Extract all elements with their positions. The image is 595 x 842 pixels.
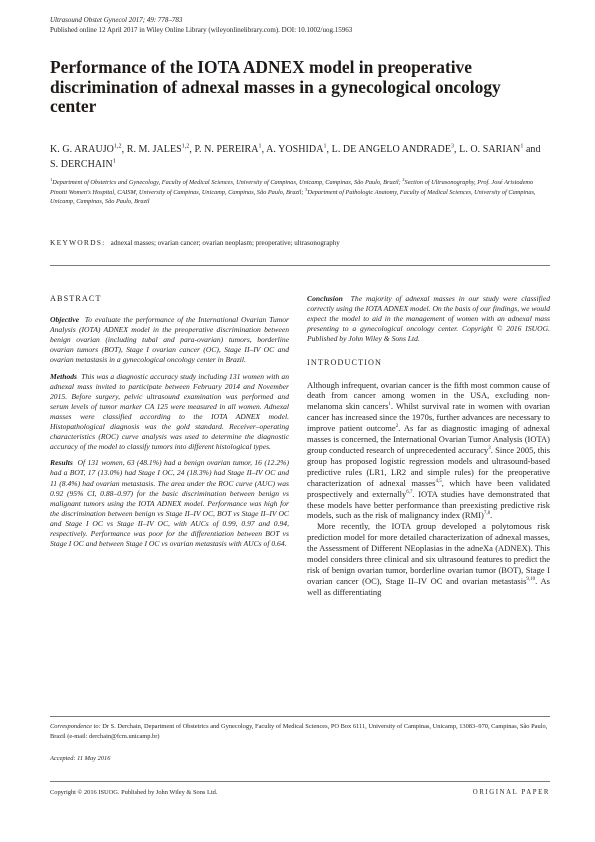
divider <box>50 265 550 266</box>
abstract-methods: Methods This was a diagnostic accuracy study including 131 women with an adnexal mass invited to participate between February 2014 and November 2015. Before surgery, pelvic ultrasound examination was performed and serum levels of tumor marker CA 125 were measured in all women. Adnexal masses were classified according to the IOTA ADNEX model. Histopathological diagnosis was the gold standard. Receiver–operating characteristics (ROC) curve analysis was used to determine the diagnostic accuracy of the model to classify tumors into different histological types. <box>50 371 290 452</box>
right-column <box>307 294 550 598</box>
abstract-conclusion: Conclusion The majority of adnexal masses in our study were classified correctly using the IOTA ADNEX model. On the basis of our findings, we would expect the model to aid in the management of women with an adnexal mass presenting to a gynecological oncology center. Copyright © 2016 ISUOG. Published by John Wiley & Sons Ltd. <box>307 294 550 344</box>
keywords <box>50 238 550 248</box>
author: R. M. JALES$^{1,2}$, <box>126 143 195 155</box>
affiliations: $^1$Department of Obstetrics and Gynecology, Faculty of Medical Sciences, University of Campinas, Unicamp, Campinas, São Paulo, Brazil; $^2$Section of Ultrasonography, Prof. José Aristodemo Pinotti Women's Hospital, CAISM, University of Campinas, Unicamp, Campinas, São Paulo, Brazil; $^3$Department of Pathologic Anatomy, Faculty of Medical Sciences, University of Campinas, Unicamp, Campinas, São Paulo, Brazil <box>50 176 536 205</box>
copyright-notice: Copyright © 2016 ISUOG. Published by John Wiley & Sons Ltd. <box>50 789 218 796</box>
keywords-text: adnexal masses; ovarian cancer; ovarian neoplasm; preoperative; ultrasonography <box>110 239 340 247</box>
correspondence-label: Correspondence to: <box>50 723 101 730</box>
author: S. DERCHAIN$^1$ <box>50 158 116 170</box>
affiliation: Section of Ultrasonography, Prof. José Aristodemo Pinotti Women's Hospital, CAISM, University of Campinas, Unicamp, Campinas, São Paulo, Brazil; <box>50 179 534 196</box>
author: A. YOSHIDA$^1$, <box>266 143 332 155</box>
divider <box>50 716 550 717</box>
journal-header <box>50 16 550 35</box>
author: L. O. SARIAN$^1$ and <box>459 143 541 155</box>
introduction-section <box>307 358 550 597</box>
published-line: Published online 12 April 2017 in Wiley Online Library (wileyonlinelibrary.com). DOI: 10.1002/uog.15963 <box>50 25 353 34</box>
author: K. G. ARAUJO$^{1,2}$, <box>50 143 127 155</box>
author-list <box>50 143 550 172</box>
journal-citation: Ultrasound Obstet Gynecol <box>50 16 127 24</box>
affiliation: Department of Pathologic Anatomy, Faculty of Medical Sciences, University of Campinas, Unicamp, Campinas, São Paulo, Brazil <box>50 188 536 205</box>
journal-volume: 2017; 49: 778–783 <box>127 16 183 24</box>
divider <box>50 781 550 782</box>
correspondence-text: Dr S. Derchain, Department of Obstetrics and Gynecology, Faculty of Medical Sciences, PO Box 6111, University of Campinas, Unicamp, 13083–970, Campinas, São Paulo, Brazil (e-mail: derchain@fcm.unicamp.br) <box>50 723 548 740</box>
keywords-label: KEYWORDS: <box>50 238 106 247</box>
abstract-column <box>50 294 289 555</box>
affiliation: Department of Obstetrics and Gynecology, Faculty of Medical Sciences, University of Campinas, Unicamp, Campinas, São Paulo, Brazil; <box>52 179 403 186</box>
intro-paragraph: Although infrequent, ovarian cancer is the fifth most common cause of death from cancer among women in the USA, excluding non-melanoma skin cancers$^1$. Whilst survival rate in women with ovarian cancer has increased since the 1970s, further advances are necessary to improve patient outcome$^2$. As far as diagnostic imaging of adnexal masses is concerned, the International Ovarian Tumor Analysis (IOTA) group conducted research of unprecedented accuracy$^3$. Since 2005, this group has proposed logistic regression models and ultrasound-based predictive rules (LR1, LR2 and simple rules) for the preoperative characterization of adnexal masses$^{4,5}$, which have been validated prospectively and externally$^{6,7}$. IOTA studies have demonstrated that these models have better performance than preexisting predictive risk models, such as the risk of malignancy index (RMI)$^{7,8}$. <box>307 379 550 521</box>
article-type: ORIGINAL PAPER <box>472 789 550 796</box>
introduction-heading: INTRODUCTION <box>307 358 383 368</box>
accepted-date: Accepted: 11 May 2016 <box>50 755 111 762</box>
author: P. N. PEREIRA$^1$, <box>194 143 267 155</box>
abstract-heading: ABSTRACT <box>50 294 102 303</box>
intro-paragraph: More recently, the IOTA group developed a polytomous risk prediction model for more detailed characterization of adnexal masses, the Assessment of Different NEoplasias in the adneXa (ADNEX). This model considers three clinical and six ultrasound features to predict the risk of benign ovarian tumor, borderline ovarian tumor (BOT), Stage I ovarian cancer (OC), Stage II–IV OC and ovarian metastasis$^{9,10}$. As well as differentiating <box>307 521 550 597</box>
abstract-objective: Objective To evaluate the performance of the International Ovarian Tumor Analysis (IOTA) ADNEX model in the preoperative discrimination between benign ovarian (including tubal and para-ovarian) tumors, borderline ovarian tumors (BOT), Stage I ovarian cancer (OC), Stage II–IV OC and ovarian metastasis in a gynecological oncology center in Brazil. <box>50 315 290 365</box>
author: L. DE ANGELO ANDRADE$^3$, <box>331 143 460 155</box>
abstract-results: Results Of 131 women, 63 (48.1%) had a benign ovarian tumor, 16 (12.2%) had a BOT, 17 (13.0%) had Stage I OC, 24 (18.3%) had Stage II–IV OC and 11 (8.4%) had ovarian metastasis. The area under the ROC curve (AUC) was 0.92 (95% CI, 0.88–0.97) for the basic discrimination between benign vs malignant tumors using the IOTA ADNEX model. Performance was high for the discrimination between benign vs Stage II–IV OC, BOT vs Stage II–IV OC and Stage I OC vs Stage II–IV OC, with AUCs of 0.99, 0.97 and 0.94, respectively. Performance was poor for the differentiation between BOT vs Stage I OC and between Stage I OC vs ovarian metastasis with AUCs of 0.64. <box>50 458 290 549</box>
article-title: Performance of the IOTA ADNEX model in preoperative discrimination of adnexal masses in a gynecological oncology center <box>50 57 501 116</box>
correspondence <box>50 722 550 742</box>
